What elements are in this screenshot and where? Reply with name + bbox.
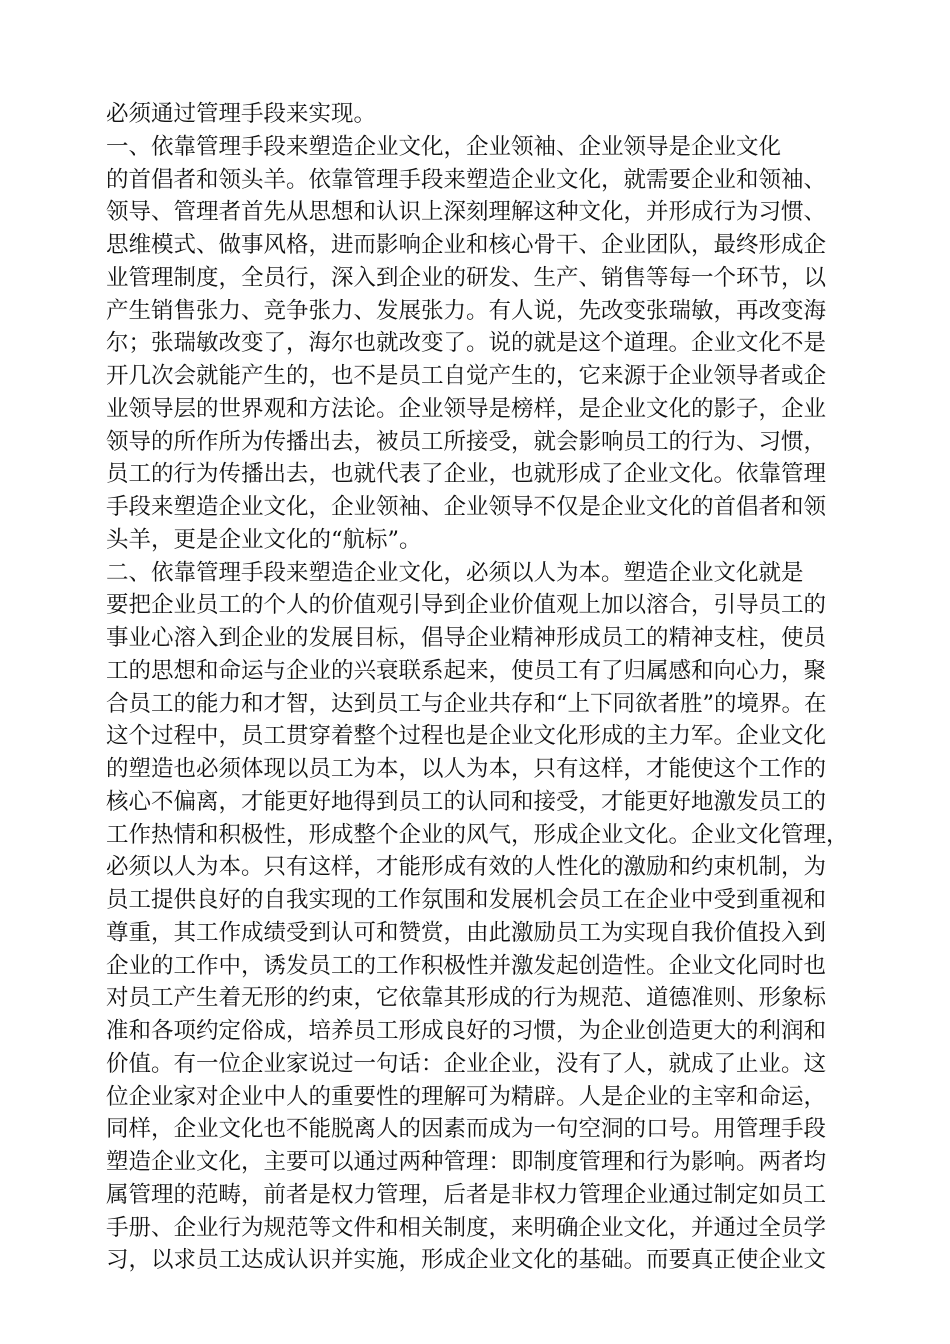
text-line: 必须以人为本。只有这样，才能形成有效的人性化的激励和约束机制，为 [106, 854, 827, 881]
body-text [106, 98, 866, 1277]
text-line: 业领导层的世界观和方法论。企业领导是榜样，是企业文化的影子，企业 [106, 395, 827, 422]
text-line: 员工的行为传播出去，也就代表了企业，也就形成了企业文化。依靠管理 [106, 461, 827, 488]
text-line: 领导、管理者首先从思想和认识上深刻理解这种文化，并形成行为习惯、 [106, 199, 827, 226]
text-line: 习，以求员工达成认识并实施，形成企业文化的基础。而要真正使企业文 [106, 1247, 827, 1274]
text-line: 一、依靠管理手段来塑造企业文化，企业领袖、企业领导是企业文化 [106, 133, 782, 160]
text-line: 业管理制度，全员行，深入到企业的研发、生产、销售等每一个环节，以 [106, 264, 827, 291]
text-line: 要把企业员工的个人的价值观引导到企业价值观上加以溶合，引导员工的 [106, 592, 827, 619]
text-line: 事业心溶入到企业的发展目标，倡导企业精神形成员工的精神支柱，使员 [106, 625, 827, 651]
text-line: 产生销售张力、竞争张力、发展张力。有人说，先改变张瑞敏，再改变海 [106, 297, 827, 324]
text-line: 的首倡者和领头羊。依靠管理手段来塑造企业文化，就需要企业和领袖、 [106, 166, 827, 193]
text-line: 对员工产生着无形的约束，它依靠其形成的行为规范、道德准则、形象标 [106, 985, 827, 1012]
text-line: 塑造企业文化，主要可以通过两种管理：即制度管理和行为影响。两者均 [106, 1149, 827, 1175]
text-line: 领导的所作所为传播出去，被员工所接受，就会影响员工的行为、习惯， [106, 428, 827, 455]
text-line: 准和各项约定俗成，培养员工形成良好的习惯，为企业创造更大的利润和 [106, 1018, 827, 1044]
text-line: 必须通过管理手段来实现。 [106, 101, 377, 127]
text-line: 手段来塑造企业文化，企业领袖、企业领导不仅是企业文化的首倡者和领 [106, 494, 827, 520]
text-line: 位企业家对企业中人的重要性的理解可为精辟。人是企业的主宰和命运， [106, 1083, 827, 1110]
text-line: 员工提供良好的自我实现的工作氛围和发展机会员工在企业中受到重视和 [106, 887, 827, 913]
text-line: 核心不偏离，才能更好地得到员工的认同和接受，才能更好地激发员工的 [106, 788, 827, 815]
text-line: 企业的工作中，诱发员工的工作积极性并激发起创造性。企业文化同时也 [106, 952, 827, 979]
text-line: 工作热情和积极性，形成整个企业的风气，形成企业文化。企业文化管理， [106, 821, 849, 848]
text-line: 价值。有一位企业家说过一句话：企业企业，没有了人，就成了止业。这 [106, 1050, 827, 1077]
text-line: 尔；张瑞敏改变了，海尔也就改变了。说的就是这个道理。企业文化不是 [106, 330, 827, 357]
text-line: 思维模式、做事风格，进而影响企业和核心骨干、企业团队，最终形成企 [106, 232, 827, 258]
text-line: 的塑造也必须体现以员工为本，以人为本，只有这样，才能使这个工作的 [106, 756, 827, 782]
text-line: 工的思想和命运与企业的兴衰联系起来，使员工有了归属感和向心力，聚 [106, 657, 827, 684]
text-line: 头羊，更是企业文化的“航标”。 [106, 526, 422, 553]
text-line: 属管理的范畴，前者是权力管理，后者是非权力管理企业通过制定如员工 [106, 1181, 827, 1208]
text-line: 合员工的能力和才智，达到员工与企业共存和“上下同欲者胜”的境界。在 [106, 690, 827, 717]
text-line: 开几次会就能产生的，也不是员工自觉产生的，它来源于企业领导者或企 [106, 363, 827, 389]
text-line: 手册、企业行为规范等文件和相关制度，来明确企业文化，并通过全员学 [106, 1214, 827, 1241]
text-line: 这个过程中，员工贯穿着整个过程也是企业文化形成的主力军。企业文化 [106, 723, 827, 750]
text-line: 同样，企业文化也不能脱离人的因素而成为一句空洞的口号。用管理手段 [106, 1116, 827, 1143]
text-line: 尊重，其工作成绩受到认可和赞赏，由此激励员工为实现自我价值投入到 [106, 919, 827, 946]
text-line: 二、依靠管理手段来塑造企业文化，必须以人为本。塑造企业文化就是 [106, 559, 804, 586]
